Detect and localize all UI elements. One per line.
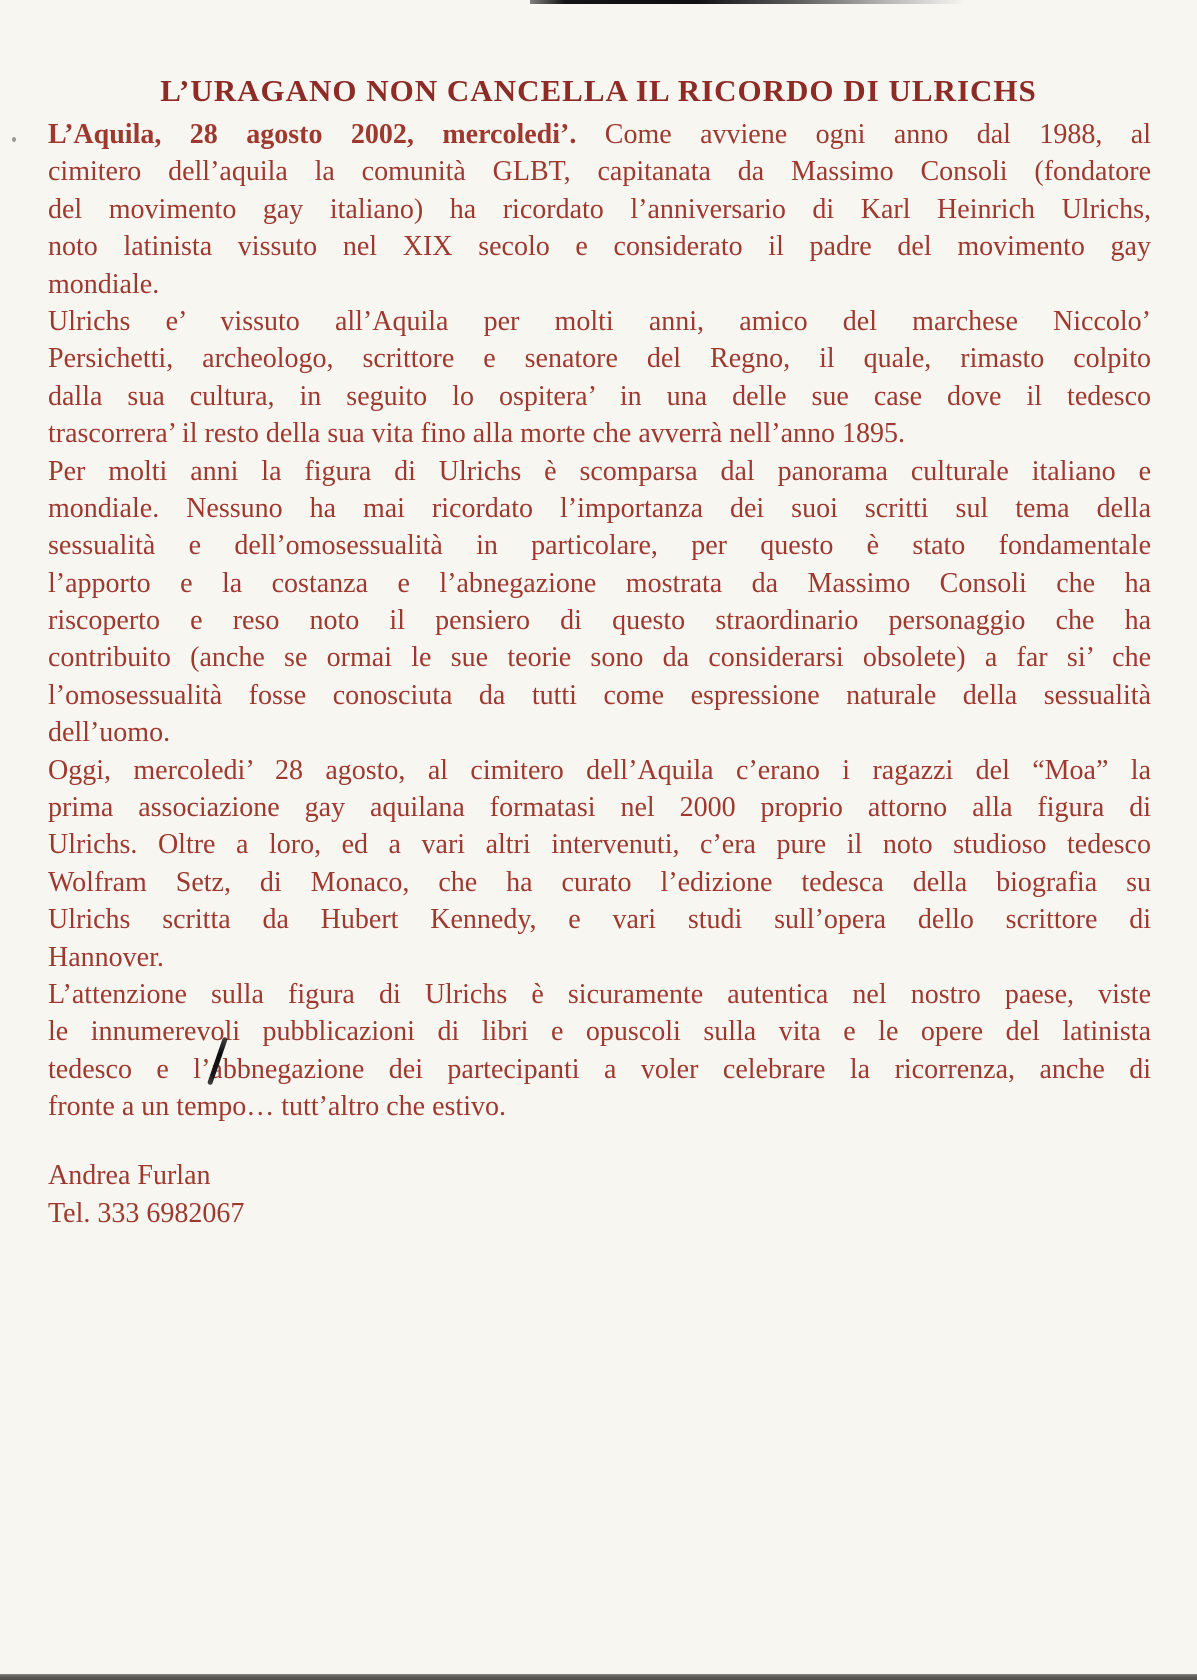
text-line: dalla sua cultura, in seguito lo ospitera’ in una delle sue case dove il tedesco [48, 380, 1151, 412]
paragraph [48, 453, 1151, 752]
text-line: riscoperto e reso noto il pensiero di questo straordinario personaggio che ha [48, 605, 1151, 637]
dateline-bold: L’Aquila, 28 agosto 2002, mercoledi’. [48, 119, 577, 150]
scanner-edge-artifact-bottom [0, 1674, 1197, 1680]
article-body [48, 116, 1151, 1126]
text-line: fronte a un tempo… tutt’altro che estivo. [48, 1091, 506, 1123]
paragraph [48, 116, 1151, 303]
text-line: L’Aquila, 28 agosto 2002, mercoledi’. Come avviene ogni anno dal 1988, al [48, 119, 1151, 150]
paragraph [48, 976, 1151, 1126]
signature-phone: Tel. 333 6982067 [48, 1198, 245, 1229]
text-line: Oggi, mercoledi’ 28 agosto, al cimitero dell’Aquila c’erano i ragazzi del “Moa” la [48, 754, 1151, 786]
paragraph [48, 752, 1151, 976]
text-line: trascorrera’ il resto della sua vita fino alla morte che avverrà nell’anno 1895. [48, 418, 905, 450]
page-title: L’URAGANO NON CANCELLA IL RICORDO DI ULRICHS [160, 72, 1037, 108]
text-line: sessualità e dell’omosessualità in particolare, per questo è stato fondamentale [48, 530, 1151, 562]
text-line: cimitero dell’aquila la comunità GLBT, capitanata da Massimo Consoli (fondatore [48, 156, 1151, 188]
text-line: l’omosessualità fosse conosciuta da tutti come espressione naturale della sessualità [48, 679, 1151, 711]
text-line: l’apporto e la costanza e l’abnegazione mostrata da Massimo Consoli che ha [48, 567, 1151, 599]
paragraph [48, 303, 1151, 453]
text-line: noto latinista vissuto nel XIX secolo e considerato il padre del movimento gay [48, 231, 1151, 263]
text-line: Ulrichs e’ vissuto all’Aquila per molti anni, amico del marchese Niccolo’ [48, 305, 1151, 337]
text-line: dell’uomo. [48, 717, 171, 749]
text-line: le innumerevoli pubblicazioni di libri e opuscoli sulla vita e le opere del latinista [48, 1016, 1151, 1048]
text-line: Persichetti, archeologo, scrittore e senatore del Regno, il quale, rimasto colpito [48, 343, 1151, 375]
scan-speck [12, 137, 16, 142]
text-line: Ulrichs. Oltre a loro, ed a vari altri intervenuti, c’era pure il noto studioso tedesco [48, 829, 1151, 861]
text-line: L’attenzione sulla figura di Ulrichs è sicuramente autentica nel nostro paese, viste [48, 978, 1151, 1010]
text-line: tedesco e l’abbnegazione dei partecipanti a voler celebrare la ricorrenza, anche di [48, 1053, 1151, 1085]
text-line: prima associazione gay aquilana formatasi nel 2000 proprio attorno alla figura di [48, 792, 1151, 824]
text-line: Hannover. [48, 941, 164, 973]
scanner-edge-artifact-top [530, 0, 965, 4]
text-line: contribuito (anche se ormai le sue teorie sono da considerarsi obsolete) a far si’ che [48, 642, 1151, 674]
text-line: del movimento gay italiano) ha ricordato l’anniversario di Karl Heinrich Ulrichs, [48, 193, 1151, 225]
text-line: mondiale. [48, 268, 160, 300]
signature-name: Andrea Furlan [48, 1160, 211, 1191]
text-line: Ulrichs scritta da Hubert Kennedy, e vari studi sull’opera dello scrittore di [48, 904, 1151, 936]
text-line: mondiale. Nessuno ha mai ricordato l’importanza dei suoi scritti sul tema della [48, 492, 1151, 524]
signature-block [48, 1157, 244, 1233]
text-line: Wolfram Setz, di Monaco, che ha curato l’edizione tedesca della biografia su [48, 866, 1151, 898]
text-line: Per molti anni la figura di Ulrichs è scomparsa dal panorama culturale italiano e [48, 455, 1151, 487]
